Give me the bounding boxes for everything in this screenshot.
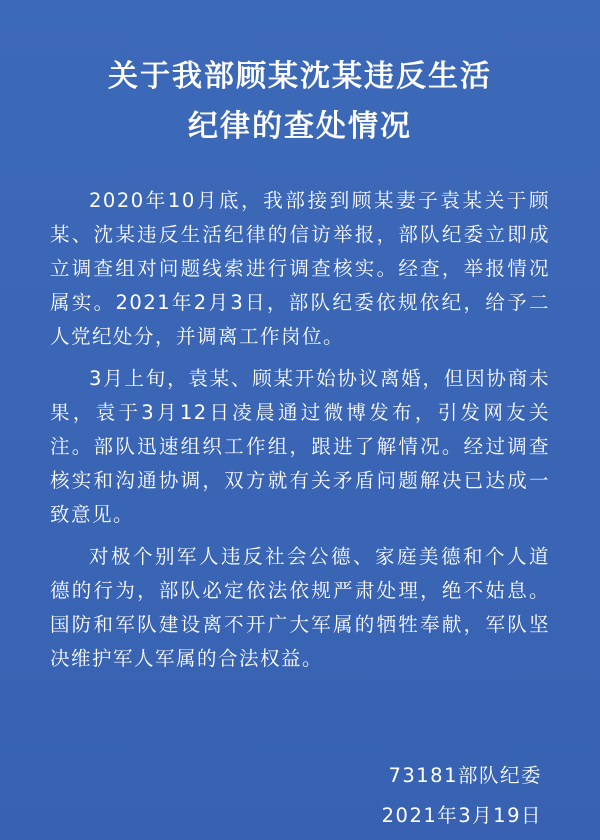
notice-body (50, 184, 550, 676)
title-line-2: 纪律的查处情况 (188, 109, 412, 144)
signature-date: 2021年3月19日 (381, 804, 542, 827)
title-line-1: 关于我部顾某沈某违反生活 (108, 59, 492, 94)
signature-block (382, 756, 542, 836)
paragraph-1: 2020年10月底，我部接到顾某妻子袁某关于顾某、沈某违反生活纪律的信访举报，部队纪委立即成立调查组对问题线索进行调查核实。经查，举报情况属实。2021年2月3日，部队纪委依规依纪，给予二人党纪处分，并调离工作岗位。 (50, 189, 550, 348)
paragraph-2: 3月上旬，袁某、顾某开始协议离婚，但因协商未果，袁于3月12日凌晨通过微博发布，引发网友关注。部队迅速组织工作组，跟进了解情况。经过调查核实和沟通协调，双方就有关矛盾问题解决已达成一致意见。 (50, 367, 550, 526)
signature-org: 73181部队纪委 (388, 764, 542, 787)
notice-title (50, 0, 550, 152)
paragraph-3: 对极个别军人违反社会公德、家庭美德和个人道德的行为，部队必定依法依规严肃处理，绝不姑息。国防和军队建设离不开广大军属的牺牲奉献，军队坚决维护军人军属的合法权益。 (50, 545, 550, 670)
